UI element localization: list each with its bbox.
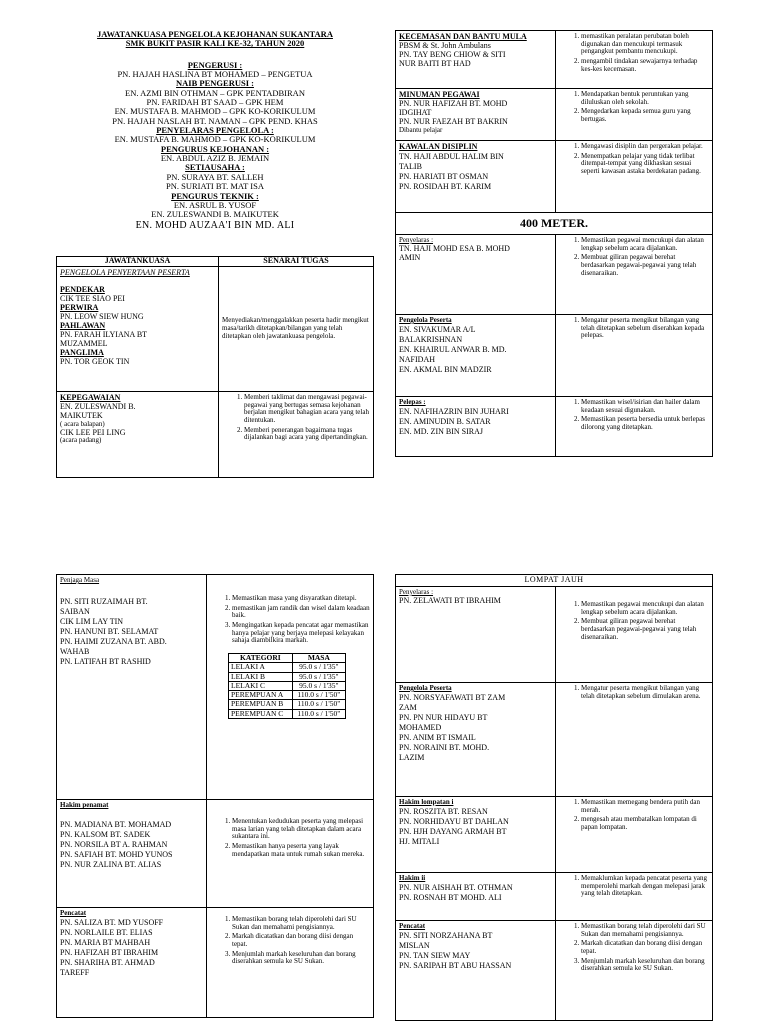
pengelola-name: EN. AKMAL BIN MADZIR xyxy=(399,364,492,374)
pengelola-name: NAFIDAH xyxy=(399,354,435,364)
pengelola-name: EN. SIVAKUMAR A/L xyxy=(399,324,476,334)
task-item: 2. Menempatkan pelajar yang tidak terlibat ditempat-tempat yang dikhaskan sesuai seperti kawasan astaka berdekatan padang. xyxy=(581,153,709,176)
task-item: 2. Memastikan peserta bersedia untuk berlepas dilorong yang ditetapkan. xyxy=(581,416,709,431)
pencatat-name: MISLAN xyxy=(399,940,430,950)
minuman-note: Dibantu pelajar xyxy=(399,125,443,134)
pengurus-name: EN. ABDUL AZIZ B. JEMAIN xyxy=(160,153,270,164)
setiausaha-heading: SETIAUSAHA : xyxy=(185,162,245,173)
task-item: 1. Menentukan kedudukan peserta yang melepasi masa larian yang telah ditetapkan dalam acara sukantara ini. xyxy=(232,818,370,841)
kepegawaian-note: (acara padang) xyxy=(60,436,102,445)
pencatat-cell xyxy=(396,920,556,1020)
kepegawaian-name: MAIKUTEK xyxy=(60,410,103,420)
hakim-penamat-name: PN. SAFIAH BT. MOHD YUNOS xyxy=(60,849,173,859)
pengerusi-heading: PENGERUSI : xyxy=(187,59,243,70)
hakim-lompatan-task-cell xyxy=(556,796,713,872)
pencatat-task-cell xyxy=(207,908,374,1018)
pencatat-name: PN. SHARIHA BT. AHMAD xyxy=(60,957,155,967)
setiausaha-name: PN. SURAYA BT. SALLEH xyxy=(166,171,264,182)
hakim-lompatan-heading: Hakim lompatan i xyxy=(399,797,454,806)
hakim-penamat-name: PN. KALSOM BT. SADEK xyxy=(60,829,151,839)
task-item: 1. Memastikan masa yang disyaratkan ditetapi. xyxy=(232,595,370,603)
pencatat-name: PN. NORLAILE BT. ELIAS xyxy=(60,927,153,937)
minuman-name: PN. NUR FAEZAH BT BAKRIN xyxy=(399,116,508,126)
masa-cell: 110.0 s / 1'50" xyxy=(292,700,345,709)
penyertaan-task: Menyediakan/menggalakkan peserta hadir mengikut masa/tarikh ditetapkan/bilangan yang telah ditetapkan oleh jawatankuasa pengelola. xyxy=(222,316,369,340)
pahlawan-name: PN. FARAH ILYIANA BT xyxy=(60,329,148,339)
kategori-cell: PEREMPUAN B xyxy=(229,700,293,709)
task-item: 1. Memastikan pegawai mencukupi dan alatan lengkap sebelum acara dijalankan. xyxy=(581,237,709,252)
disiplin-task-cell xyxy=(556,141,713,213)
kepegawaian-cell xyxy=(57,391,219,477)
penjaga-masa-name: PN. HANUNI BT. SELAMAT xyxy=(60,626,159,636)
task-item: 1. Mengatur peserta mengikut bilangan yang telah ditetapkan sebelum dimulakan arena. xyxy=(581,685,709,700)
pengelola-name: PN. NORAINI BT. MOHD. xyxy=(399,742,490,752)
hakim-lompatan-name: HJ. MITALI xyxy=(399,836,440,846)
penjaga-masa-task-cell xyxy=(207,575,374,800)
task-item: 2. memastikan jam randik dan wisel dalam keadaan baik. xyxy=(232,605,370,620)
task-item: 1. Memaklumkan kepada pencatat peserta yang memperolehi markah dengan melepasi jarak yang telah ditetapkan. xyxy=(581,875,709,898)
kepegawaian-name: CIK LEE PEI LING xyxy=(60,427,126,437)
panglima-heading: PANGLIMA xyxy=(60,347,104,357)
penyertaan-task-cell xyxy=(219,266,374,391)
pencatat-heading: Pencatat xyxy=(399,921,426,930)
task-item: 1. Memastikan borang telah diperolehi dari SU Sukan dan memahami pengisiannya. xyxy=(581,923,709,938)
penjaga-masa-name: SAIBAN xyxy=(60,606,90,616)
kategori-header: KATEGORI xyxy=(229,654,293,663)
hakim-penamat-name: PN. NORSILA BT A. RAHMAN xyxy=(60,839,168,849)
task-item: 3. Menjumlah markah keseluruhan dan borang diserahkan semula ke SU Sukan. xyxy=(581,958,709,973)
task-item: 2. Membuat giliran pegawai berehat berdasarkan pegawai-pegawai yang telah disenaraikan. xyxy=(581,254,709,277)
pengelola-heading: Pengelola Peserta xyxy=(399,316,452,324)
setiausaha-name: PN. SURIATI BT. MAT ISA xyxy=(166,181,264,192)
kecemasan-name: PBSM & St. John Ambulans xyxy=(399,40,491,50)
kecemasan-heading: KECEMASAN DAN BANTU MULA xyxy=(399,32,527,41)
committee-header xyxy=(55,30,375,231)
penyelaras-heading: PENYELARAS PENGELOLA : xyxy=(156,125,274,136)
pengelola-name: BALAKRISHNAN xyxy=(399,334,463,344)
disiplin-name: PN. HARIATI BT OSMAN xyxy=(399,171,489,181)
task-item: 2. Markah dicatatkan dan borang diisi dengan tepat. xyxy=(232,933,370,948)
task-item: 2. Mengedarkan kepada semua guru yang bertugas. xyxy=(581,108,709,123)
pencatat-task-cell xyxy=(556,920,713,1020)
task-item: 1. Memastikan wisel/isirian dan hailer dalam keadaan sesuai digunakan. xyxy=(581,399,709,414)
penyertaan-heading: PENGELOLA PENYERTAAN PESERTA xyxy=(60,267,190,277)
teknik-name: EN. MOHD AUZAA'I BIN MD. ALI xyxy=(135,219,295,231)
hakim-ii-name: PN. ROSNAH BT MOHD. ALI xyxy=(399,892,502,902)
disiplin-cell xyxy=(396,141,556,213)
pelepas-name: EN. MD. ZIN BIN SIRAJ xyxy=(399,426,483,436)
masa-cell: 95.0 s / 1'35" xyxy=(292,681,345,690)
penyelaras-name: EN. MUSTAFA B. MAHMOD – GPK KO-KORIKULUM xyxy=(114,134,316,145)
naib-heading: NAIB PENGERUSI : xyxy=(176,78,254,89)
minuman-task-cell xyxy=(556,89,713,141)
masa-cell: 110.0 s / 1'50" xyxy=(292,691,345,700)
col-tugas-header: SENARAI TUGAS xyxy=(219,257,374,267)
kategori-cell: LELAKI C xyxy=(229,681,293,690)
pengelola-cell xyxy=(396,682,556,796)
task-item: 1. Memberi taklimat dan mengawasi pegawai-pegawai yang bertugas semasa kejohanan berjalan mengikut bahagian acara yang telah ditentukan. xyxy=(244,394,370,425)
pahlawan-heading: PAHLAWAN xyxy=(60,320,106,330)
pencatat-name: PN. MARIA BT MAHBAH xyxy=(60,937,151,947)
perwira-name: PN. LEOW SIEW HUNG xyxy=(60,311,144,321)
pengelola-cell xyxy=(396,315,556,397)
hakim-penamat-heading: Hakim penamat xyxy=(60,801,109,809)
task-item: 1. Memastikan memegang bendera putih dan merah. xyxy=(581,799,709,814)
penjaga-masa-name: PN. SITI RUZAIMAH BT. xyxy=(60,596,148,606)
pengelola-name: PN. PN NUR HIDAYU BT xyxy=(399,712,488,722)
pelepas-task-cell xyxy=(556,397,713,457)
masa-cell: 95.0 s / 1'35" xyxy=(292,663,345,672)
pencatat-name: PN. HAFIZAH BT IBRAHIM xyxy=(60,947,159,957)
kepegawaian-note: ( acara balapan) xyxy=(60,419,105,428)
kategori-cell: PEREMPUAN C xyxy=(229,709,293,718)
disiplin-name: PN. ROSIDAH BT. KARIM xyxy=(399,181,492,191)
naib-name: EN. AZMI BIN OTHMAN – GPK PENTADBIRAN xyxy=(125,87,305,98)
pengelola-task-cell xyxy=(556,682,713,796)
kategori-cell: PEREMPUAN A xyxy=(229,691,293,700)
teknik-name: EN. ZULESWANDI B. MAIKUTEK xyxy=(151,209,279,220)
disiplin-heading: KAWALAN DISIPLIN xyxy=(399,142,478,151)
penyelaras-heading: Penyelaras : xyxy=(399,236,434,244)
pengelola-task-cell xyxy=(556,315,713,397)
pengelola-name: LAZIM xyxy=(399,752,425,762)
minuman-name: IDGIHAT xyxy=(399,107,432,117)
task-item: 1. Memastikan borang telah diperolehi dari SU Sukan dan memahami pengisiannya. xyxy=(232,916,370,931)
task-item: 2. Memastikan hanya peserta yang layak mendapatkan mata untuk rumah sukan mereka. xyxy=(232,843,370,858)
pengelola-name: EN. KHAIRUL ANWAR B. MD. xyxy=(399,344,507,354)
naib-name: PN. FARIDAH BT SAAD – GPK HEM xyxy=(146,97,284,108)
pengerusi-name: PN. HAJAH HASLINA BT MOHAMED – PENGETUA xyxy=(117,69,313,80)
penyelaras-task-cell xyxy=(556,586,713,682)
minuman-heading: MINUMAN PEGAWAI xyxy=(399,90,480,99)
kecemasan-name: PN. TAY BENG CHIOW & SITI xyxy=(399,49,506,59)
pencatat-name: TAREFF xyxy=(60,967,90,977)
hakim-lompatan-cell xyxy=(396,796,556,872)
masa-cell: 95.0 s / 1'35" xyxy=(292,672,345,681)
penyertaan-cell xyxy=(57,266,219,391)
hakim-ii-heading: Hakim ii xyxy=(399,873,426,882)
hakim-ii-task-cell xyxy=(556,872,713,920)
pengelola-name: PN. ANIM BT ISMAIL xyxy=(399,732,476,742)
tugas-table xyxy=(56,256,374,480)
bottom-right-table xyxy=(395,574,713,1018)
penjaga-masa-cell xyxy=(57,575,207,800)
perwira-heading: PERWIRA xyxy=(60,302,99,312)
penyelaras-cell xyxy=(396,586,556,682)
penjaga-masa-name: PN. HAIMI ZUZANA BT. ABD. xyxy=(60,636,167,646)
disiplin-name: TALIB xyxy=(399,161,422,171)
hakim-ii-name: PN. NUR AISHAH BT. OTHMAN xyxy=(399,882,513,892)
hakim-penamat-task-cell xyxy=(207,800,374,908)
kategori-cell: LELAKI B xyxy=(229,672,293,681)
penjaga-masa-name: WAHAB xyxy=(60,646,90,656)
masa-header: MASA xyxy=(292,654,345,663)
pelepas-heading: Pelepas : xyxy=(399,398,426,406)
masa-cell: 110.0 s / 1'50" xyxy=(292,709,345,718)
minuman-name: PN. NUR HAFIZAH BT. MOHD xyxy=(399,98,508,108)
event-title-400m: 400 METER. xyxy=(396,213,713,235)
task-item: 1. Mendapatkan bentuk peruntukan yang diluluskan oleh sekolah. xyxy=(581,91,709,106)
penyelaras-name: AMIN xyxy=(399,252,421,262)
penjaga-masa-heading: Penjaga Masa xyxy=(60,576,100,584)
pencatat-name: PN. SALIZA BT. MD YUSOFF xyxy=(60,917,164,927)
penyelaras-name: PN. ZELAWATI BT IBRAHIM xyxy=(399,595,501,605)
task-item: 1. Memastikan pegawai mencukupi dan alatan lengkap sebelum acara dijalankan. xyxy=(581,601,709,616)
penyelaras-task-cell xyxy=(556,235,713,315)
hakim-lompatan-name: PN. NORHIDAYU BT DAHLAN xyxy=(399,816,509,826)
pendekar-name: CIK TEE SIAO PEI xyxy=(60,293,125,303)
pendekar-heading: PENDEKAR xyxy=(60,284,105,294)
hakim-penamat-cell xyxy=(57,800,207,908)
teknik-heading: PENGURUS TEKNIK : xyxy=(171,190,259,201)
hakim-lompatan-name: PN. ROSZITA BT. RESAN xyxy=(399,806,488,816)
pencatat-cell xyxy=(57,908,207,1018)
teknik-name: EN. ASRUL B. YUSOF xyxy=(173,199,257,210)
pengurus-heading: PENGURUS KEJOHANAN : xyxy=(160,143,270,154)
task-item: 1. Mengatur peserta mengikut bilangan yang telah ditetapkan sebelum diserahkan kepada pelepas. xyxy=(581,317,709,340)
kecemasan-cell xyxy=(396,31,556,89)
task-item: 2. mengambil tindakan sewajarnya terhadap kes-kes kecemasan. xyxy=(581,58,709,73)
penyelaras-name: TN. HAJI MOHD ESA B. MOHD xyxy=(399,243,510,253)
top-right-table xyxy=(395,30,713,480)
kecemasan-name: NUR BAITI BT HAD xyxy=(399,58,471,68)
pelepas-name: EN. AMINUDIN B. SATAR xyxy=(399,416,491,426)
hakim-ii-cell xyxy=(396,872,556,920)
hakim-lompatan-name: PN. HJH DAYANG ARMAH BT xyxy=(399,826,507,836)
task-item: 2. Membuat giliran pegawai berehat berdasarkan pegawai-pegawai yang telah disenaraikan. xyxy=(581,618,709,641)
task-item: 2. Memberi penerangan bagaimana tugas dijalankan bagi acara yang dipertandingkan. xyxy=(244,427,370,442)
pengelola-name: PN. NORSYAFAWATI BT ZAM xyxy=(399,692,506,702)
disiplin-name: TN. HAJI ABDUL HALIM BIN xyxy=(399,151,504,161)
pengelola-name: MOHAMED xyxy=(399,722,442,732)
pencatat-name: PN. SITI NORZAHANA BT xyxy=(399,930,493,940)
task-item: 3. Mengingatkan kepada pencatat agar memastikan hanya pelajar yang berjaya melepasi kelayakan sahaja diambilkira markah. xyxy=(232,622,370,645)
panglima-name: PN. TOR GEOK TIN xyxy=(60,356,130,366)
task-item: 2. Markah dicatatkan dan borang diisi dengan tepat. xyxy=(581,940,709,955)
kepegawaian-heading: KEPEGAWAIAN xyxy=(60,392,121,402)
hakim-penamat-name: PN. NUR ZALINA BT. ALIAS xyxy=(60,859,162,869)
pelepas-cell xyxy=(396,397,556,457)
penyelaras-cell xyxy=(396,235,556,315)
doc-subtitle: SMK BUKIT PASIR KALI KE-32, TAHUN 2020 xyxy=(125,38,305,49)
pengelola-name: ZAM xyxy=(399,702,417,712)
pencatat-name: PN. SARIPAH BT ABU HASSAN xyxy=(399,960,512,970)
penjaga-masa-name: PN. LATIFAH BT RASHID xyxy=(60,656,151,666)
minuman-cell xyxy=(396,89,556,141)
task-item: 1. Mengawasi disiplin dan pergerakan pelajar. xyxy=(581,143,709,151)
task-item: 2. mengesah atau membatalkan lompatan di papan lompatan. xyxy=(581,816,709,831)
pengelola-heading: Pengelola Peserta xyxy=(399,683,452,692)
kepegawaian-name: EN. ZULESWANDI B. xyxy=(60,401,136,411)
col-jawatankuasa-header: JAWATANKUASA xyxy=(57,257,219,267)
naib-name: EN. MUSTAFA B. MAHMOD – GPK KO-KORIKULUM xyxy=(114,106,316,117)
kepegawaian-task-cell xyxy=(219,391,374,477)
bottom-left-table xyxy=(56,574,374,1018)
penyelaras-heading: Penyelaras : xyxy=(399,587,434,596)
penjaga-masa-name: CIK LIM LAY TIN xyxy=(60,616,124,626)
kategori-masa-table xyxy=(228,653,346,719)
pahlawan-name: MUZAMMEL xyxy=(60,338,108,348)
kategori-cell: LELAKI A xyxy=(229,663,293,672)
pencatat-name: PN. TAN SIEW MAY xyxy=(399,950,471,960)
doc-title: JAWATANKUASA PENGELOLA KEJOHANAN SUKANTARA xyxy=(97,29,333,39)
naib-name: PN. HAJAH NASLAH BT. NAMAN – GPK PEND. KHAS xyxy=(112,115,318,126)
task-item: 3. Menjumlah markah keseluruhan dan borang diserahkan semula ke SU Sukan. xyxy=(232,951,370,966)
hakim-penamat-name: PN. MADIANA BT. MOHAMAD xyxy=(60,819,172,829)
pelepas-name: EN. NAFIHAZRIN BIN JUHARI xyxy=(399,406,509,416)
kecemasan-task-cell xyxy=(556,31,713,89)
event-title-lompat-jauh: LOMPAT JAUH xyxy=(396,575,713,587)
pencatat-heading: Pencatat xyxy=(60,909,87,917)
task-item: 1. memastikan peralatan perubatan boleh digunakan dan mencukupi termasuk pengangkut pembantu mencukupi. xyxy=(581,33,709,56)
